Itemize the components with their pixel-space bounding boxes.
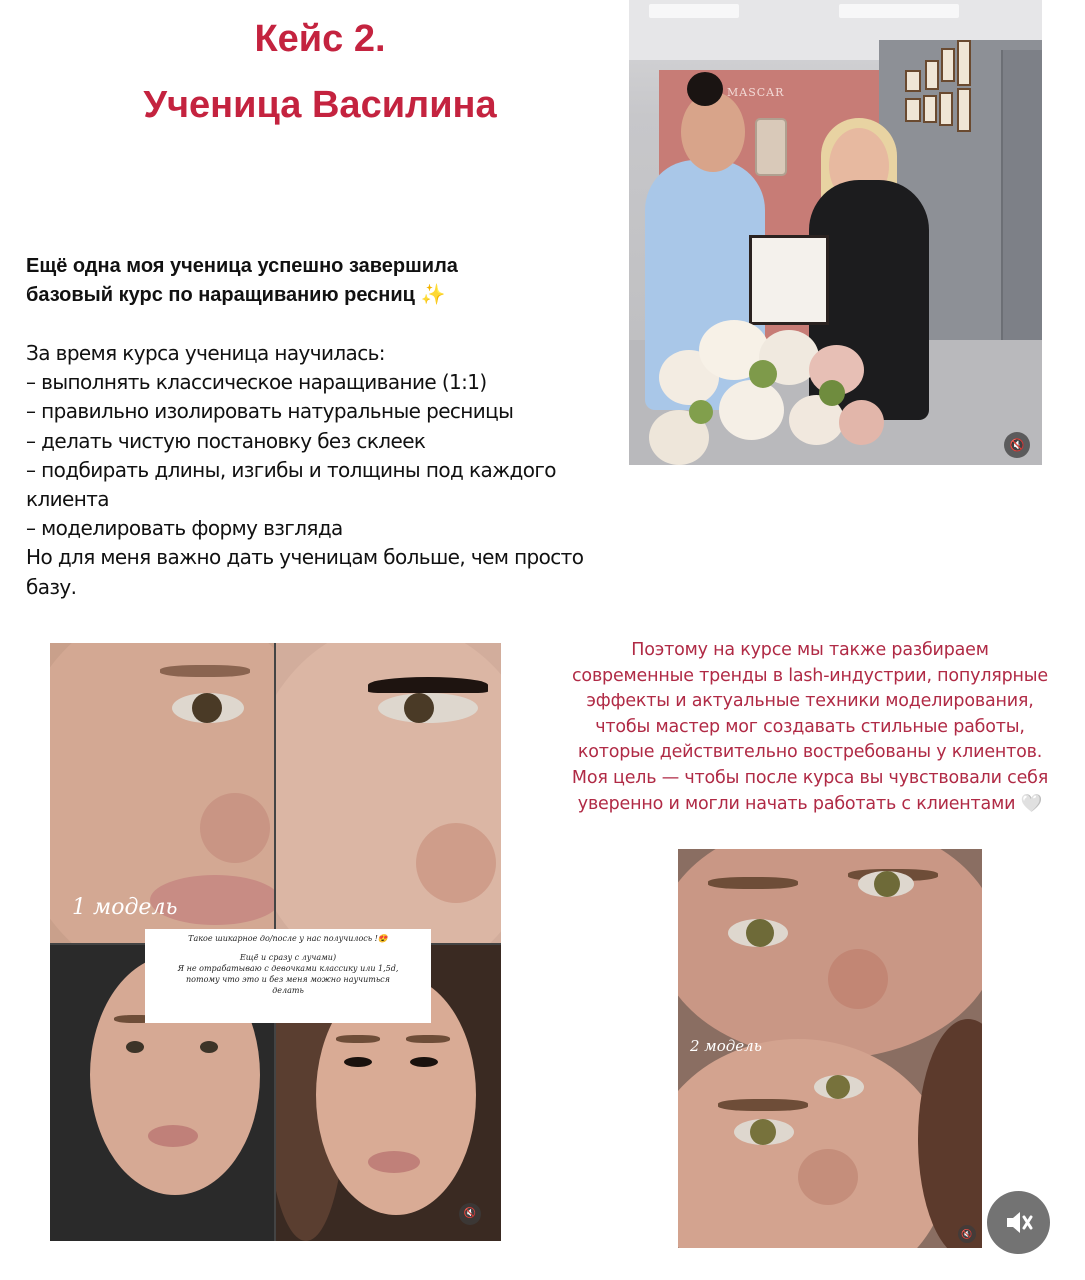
model-2-photo <box>678 849 982 1248</box>
eyebrow <box>718 1099 808 1111</box>
salon-sign: MASCAR <box>727 86 785 99</box>
ceiling-light <box>649 4 739 18</box>
pink-line: Моя цель — чтобы после курса вы чувствовали себя <box>571 767 1049 788</box>
lash-extensions <box>368 677 488 693</box>
mute-icon[interactable]: 🔇 <box>459 1203 481 1225</box>
note-line: Такое шикарное до/после у нас получилось !😍 <box>188 934 388 943</box>
mute-icon[interactable]: 🔇 <box>1004 432 1030 458</box>
flower <box>839 400 884 445</box>
skills-item: – моделировать форму взгляда <box>26 516 343 541</box>
face-bottom <box>678 1039 948 1248</box>
pink-line: эффекты и актуальные техники моделирования, <box>586 691 1034 712</box>
pink-line: Поэтому на курсе мы также разбираем <box>631 640 989 660</box>
eyebrow <box>406 1035 450 1043</box>
closing-line-1: Но для меня важно дать ученицам больше, чем просто <box>26 545 584 570</box>
page-title-line2: Ученица Василина <box>143 84 497 126</box>
sparkle-icon: ✨ <box>420 284 446 306</box>
lead-text <box>26 252 586 310</box>
wall-frame <box>925 60 939 90</box>
leaf <box>749 360 777 388</box>
eye-iris <box>404 693 434 723</box>
eyebrow <box>160 665 250 677</box>
mute-button[interactable] <box>987 1191 1050 1254</box>
leaf <box>689 400 713 424</box>
skills-item: – делать чистую постановку без склеек <box>26 428 426 453</box>
pink-line: которые действительно востребованы у клиентов. <box>577 742 1043 763</box>
mute-icon[interactable]: 🔇 <box>958 1225 976 1243</box>
salon-photo <box>629 0 1042 465</box>
skills-item: – выполнять классическое наращивание (1:1) <box>26 370 487 395</box>
before-after-collage <box>50 643 501 1241</box>
wall-frame <box>957 40 971 86</box>
leaf <box>819 380 845 406</box>
skills-item: клиента <box>26 487 109 512</box>
note-line: потому что это и без меня можно научиться <box>186 975 390 984</box>
flower <box>719 380 784 440</box>
before-closeup <box>50 643 274 943</box>
skills-item: – правильно изолировать натуральные ресницы <box>26 399 514 424</box>
eye-lashes <box>344 1057 372 1067</box>
lead-line-2-text: базовый курс по наращиванию ресниц <box>26 284 415 306</box>
note-line: Ещё и сразу с лучами) <box>239 953 337 962</box>
eye <box>200 1041 218 1053</box>
nose <box>200 793 270 863</box>
wall-frame <box>905 70 921 92</box>
person-hair-bun <box>687 72 723 106</box>
wall-frame <box>923 95 937 123</box>
note-gap <box>151 944 425 952</box>
skills-heading: За время курса ученица научилась: <box>26 341 385 365</box>
nose <box>416 823 496 903</box>
lead-line-2 <box>26 281 586 310</box>
model-2-label: 2 модель <box>690 1037 762 1055</box>
lead-line-1: Ещё одна моя ученица успешно завершила <box>26 255 458 277</box>
model-1-label: 1 модель <box>72 895 178 920</box>
white-heart-icon: 🤍 <box>1020 793 1043 814</box>
eye-lashes <box>410 1057 438 1067</box>
skills-item: – подбирать длины, изгибы и толщины под каждого <box>26 457 556 482</box>
wall-frame <box>905 98 921 122</box>
caption-note <box>145 929 431 1023</box>
wall-frame <box>957 88 971 132</box>
eye-iris <box>746 919 774 947</box>
pink-line: чтобы мастер мог создавать стильные работы, <box>595 716 1025 737</box>
closing-line-2: базу. <box>26 574 77 599</box>
flower-bouquet <box>649 300 889 465</box>
phone <box>755 118 787 176</box>
lips <box>368 1151 420 1173</box>
mute-icon <box>1003 1207 1034 1238</box>
wall-frame <box>941 48 955 82</box>
eye-iris <box>826 1075 850 1099</box>
eyebrow <box>336 1035 380 1043</box>
eye-iris <box>192 693 222 723</box>
pink-line-text: уверенно и могли начать работать с клиентами <box>577 793 1016 814</box>
eye <box>126 1041 144 1053</box>
eye-iris <box>874 871 900 897</box>
eye-iris <box>750 1119 776 1145</box>
pink-line-last <box>548 792 1072 818</box>
wall-frame <box>939 92 953 126</box>
page-title-line1: Кейс 2. <box>254 18 386 60</box>
eyebrow <box>708 877 798 889</box>
lips <box>148 1125 198 1147</box>
course-description <box>548 638 1072 817</box>
note-line: Я не отрабатываю с девочками классику или 1,5d, <box>177 964 399 973</box>
skills-list <box>26 339 626 602</box>
nose <box>798 1149 858 1205</box>
pink-line: современные тренды в lash-индустрии, популярные <box>572 665 1048 686</box>
ceiling-light <box>839 4 959 18</box>
note-line: делать <box>272 986 304 995</box>
after-closeup <box>276 643 501 943</box>
nose <box>828 949 888 1009</box>
